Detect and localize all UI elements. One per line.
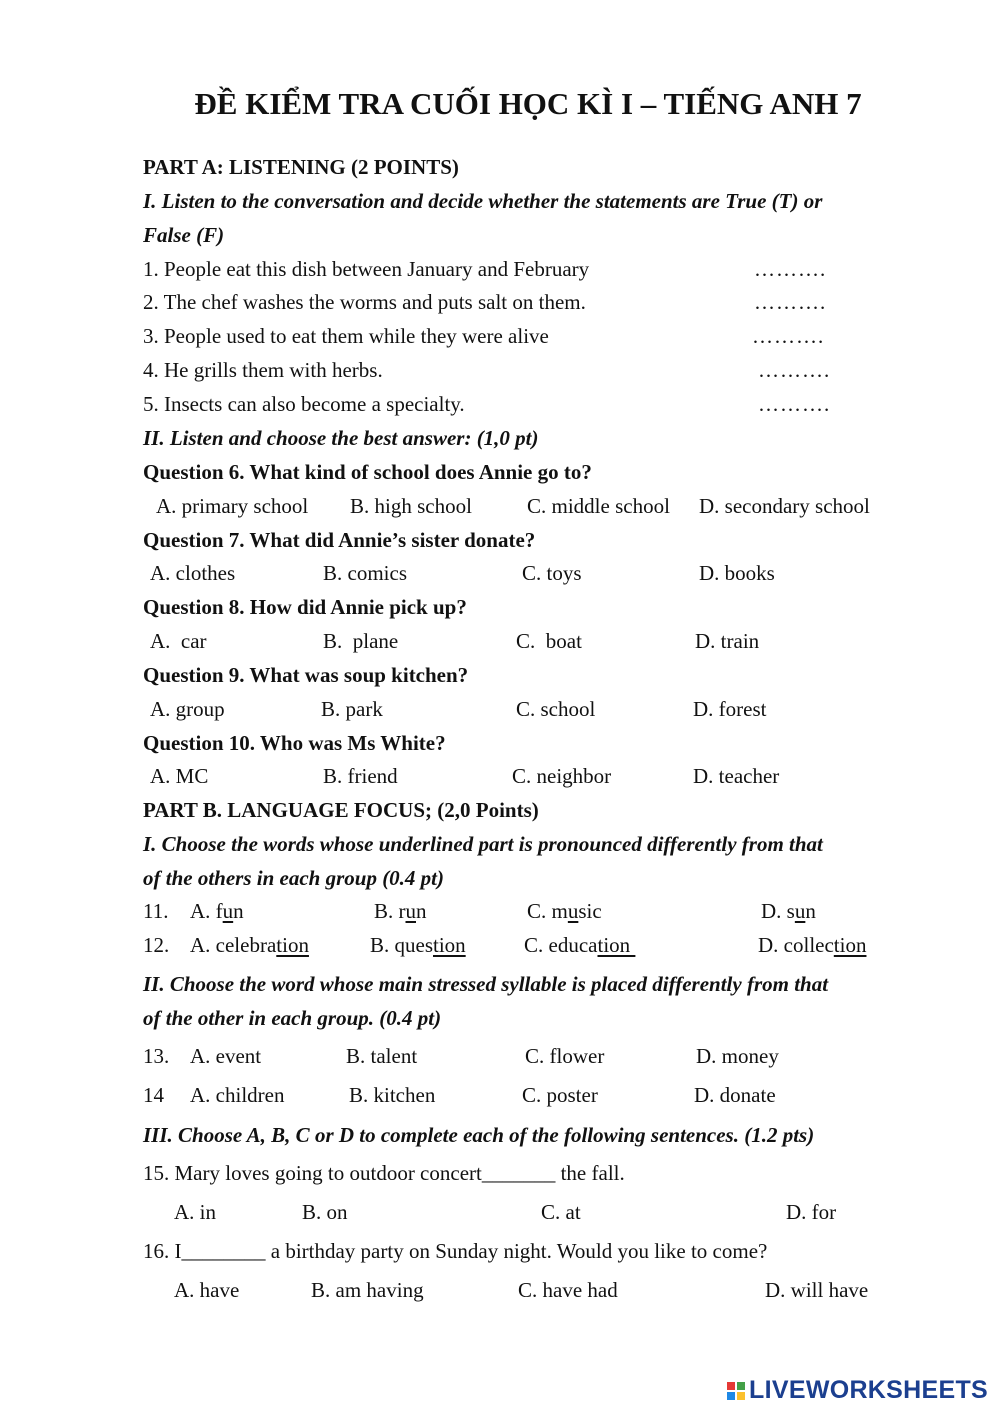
q15-option-a[interactable]: A. in <box>174 1200 216 1224</box>
q16-option-c[interactable]: C. have had <box>518 1278 618 1302</box>
part-b-heading: PART B. LANGUAGE FOCUS; (2,0 Points) <box>143 798 539 822</box>
q12-option-c[interactable]: C. education <box>524 933 636 957</box>
q8-option-c[interactable]: C. boat <box>516 629 582 653</box>
q7-option-b[interactable]: B. comics <box>323 561 407 585</box>
part-a-sec1-instruction-line1: I. Listen to the conversation and decide whether the statements are True (T) or <box>143 189 823 213</box>
logo-square-blue <box>727 1392 735 1400</box>
q8-option-d[interactable]: D. train <box>695 629 760 653</box>
tf-answer-blank-2[interactable]: ………. <box>754 290 827 314</box>
q6-option-c[interactable]: C. middle school <box>527 494 670 518</box>
q13-option-d[interactable]: D. money <box>696 1044 779 1068</box>
q8-option-b[interactable]: B. plane <box>323 629 399 653</box>
q12-option-d[interactable]: D. collection <box>758 933 867 957</box>
q14-option-c[interactable]: C. poster <box>522 1083 598 1107</box>
q15-option-b[interactable]: B. on <box>302 1200 348 1224</box>
question-10: Question 10. Who was Ms White? <box>143 731 446 755</box>
tf-statement-3: 3. People used to eat them while they were alive <box>143 324 549 348</box>
tf-answer-blank-4[interactable]: ………. <box>758 358 831 382</box>
tf-statement-1: 1. People eat this dish between January and February <box>143 257 590 281</box>
q12-option-a[interactable]: A. celebration <box>190 933 309 957</box>
q10-option-b[interactable]: B. friend <box>323 764 398 788</box>
q6-option-d[interactable]: D. secondary school <box>699 494 870 518</box>
q12-option-b[interactable]: B. question <box>370 933 466 957</box>
q15-option-d[interactable]: D. for <box>786 1200 837 1224</box>
part-a-heading: PART A: LISTENING (2 POINTS) <box>143 155 459 179</box>
question-7: Question 7. What did Annie’s sister donate? <box>143 528 536 552</box>
liveworksheets-logo <box>727 1378 988 1403</box>
q16-option-a[interactable]: A. have <box>174 1278 240 1302</box>
q6-option-b[interactable]: B. high school <box>350 494 472 518</box>
q11-option-b[interactable]: B. run <box>374 899 427 923</box>
logo-square-red <box>727 1382 735 1390</box>
q11-option-a[interactable]: A. fun <box>190 899 244 923</box>
part-a-sec2-instruction: II. Listen and choose the best answer: (1,0 pt) <box>143 426 539 450</box>
q7-option-a[interactable]: A. clothes <box>150 561 236 585</box>
q11-option-c[interactable]: C. music <box>527 899 602 923</box>
q13-number: 13. <box>143 1044 170 1068</box>
tf-answer-blank-1[interactable]: ………. <box>754 257 827 281</box>
q13-option-c[interactable]: C. flower <box>525 1044 605 1068</box>
q7-option-d[interactable]: D. books <box>699 561 775 585</box>
tf-statement-2: 2. The chef washes the worms and puts salt on them. <box>143 290 586 314</box>
question-15: 15. Mary loves going to outdoor concert_______ the fall. <box>143 1161 625 1185</box>
q6-option-a[interactable]: A. primary school <box>156 494 309 518</box>
q14-number: 14 <box>143 1083 164 1107</box>
question-8: Question 8. How did Annie pick up? <box>143 595 467 619</box>
part-b-sec1-instruction-line1: I. Choose the words whose underlined part is pronounced differently from that <box>143 832 823 856</box>
logo-square-green <box>737 1382 745 1390</box>
q9-option-b[interactable]: B. park <box>321 697 383 721</box>
logo-square-yellow <box>737 1392 745 1400</box>
q11-number: 11. <box>143 899 169 923</box>
q10-option-d[interactable]: D. teacher <box>693 764 780 788</box>
q12-number: 12. <box>143 933 170 957</box>
part-b-sec1-instruction-line2: of the others in each group (0.4 pt) <box>143 866 445 890</box>
question-9: Question 9. What was soup kitchen? <box>143 663 469 687</box>
q10-option-a[interactable]: A. MC <box>150 764 209 788</box>
q14-option-a[interactable]: A. children <box>190 1083 285 1107</box>
liveworksheets-logo-text: LIVEWORKSHEETS <box>749 1376 988 1404</box>
q15-option-c[interactable]: C. at <box>541 1200 581 1224</box>
q10-option-c[interactable]: C. neighbor <box>512 764 612 788</box>
q7-option-c[interactable]: C. toys <box>522 561 582 585</box>
q13-option-b[interactable]: B. talent <box>346 1044 418 1068</box>
q16-option-d[interactable]: D. will have <box>765 1278 869 1302</box>
q9-option-c[interactable]: C. school <box>516 697 596 721</box>
q14-option-d[interactable]: D. donate <box>694 1083 776 1107</box>
tf-answer-blank-5[interactable]: ………. <box>758 392 831 416</box>
part-b-sec2-instruction-line2: of the other in each group. (0.4 pt) <box>143 1006 442 1030</box>
q8-option-a[interactable]: A. car <box>150 629 207 653</box>
part-a-sec1-instruction-line2: False (F) <box>143 223 225 247</box>
liveworksheets-logo-icon <box>727 1382 745 1400</box>
question-16: 16. I________ a birthday party on Sunday night. Would you like to come? <box>143 1239 768 1263</box>
question-6: Question 6. What kind of school does Annie go to? <box>143 460 592 484</box>
q14-option-b[interactable]: B. kitchen <box>349 1083 436 1107</box>
q9-option-a[interactable]: A. group <box>150 697 225 721</box>
tf-answer-blank-3[interactable]: ………. <box>752 324 825 348</box>
q16-option-b[interactable]: B. am having <box>311 1278 424 1302</box>
part-b-sec2-instruction-line1: II. Choose the word whose main stressed syllable is placed differently from that <box>143 972 829 996</box>
tf-statement-4: 4. He grills them with herbs. <box>143 358 383 382</box>
tf-statement-5: 5. Insects can also become a specialty. <box>143 392 465 416</box>
q13-option-a[interactable]: A. event <box>190 1044 262 1068</box>
part-b-sec3-instruction: III. Choose A, B, C or D to complete each of the following sentences. (1.2 pts) <box>143 1123 815 1147</box>
q9-option-d[interactable]: D. forest <box>693 697 767 721</box>
page-title: ĐỀ KIỂM TRA CUỐI HỌC KÌ I – TIẾNG ANH 7 <box>194 86 862 121</box>
q11-option-d[interactable]: D. sun <box>761 899 816 923</box>
